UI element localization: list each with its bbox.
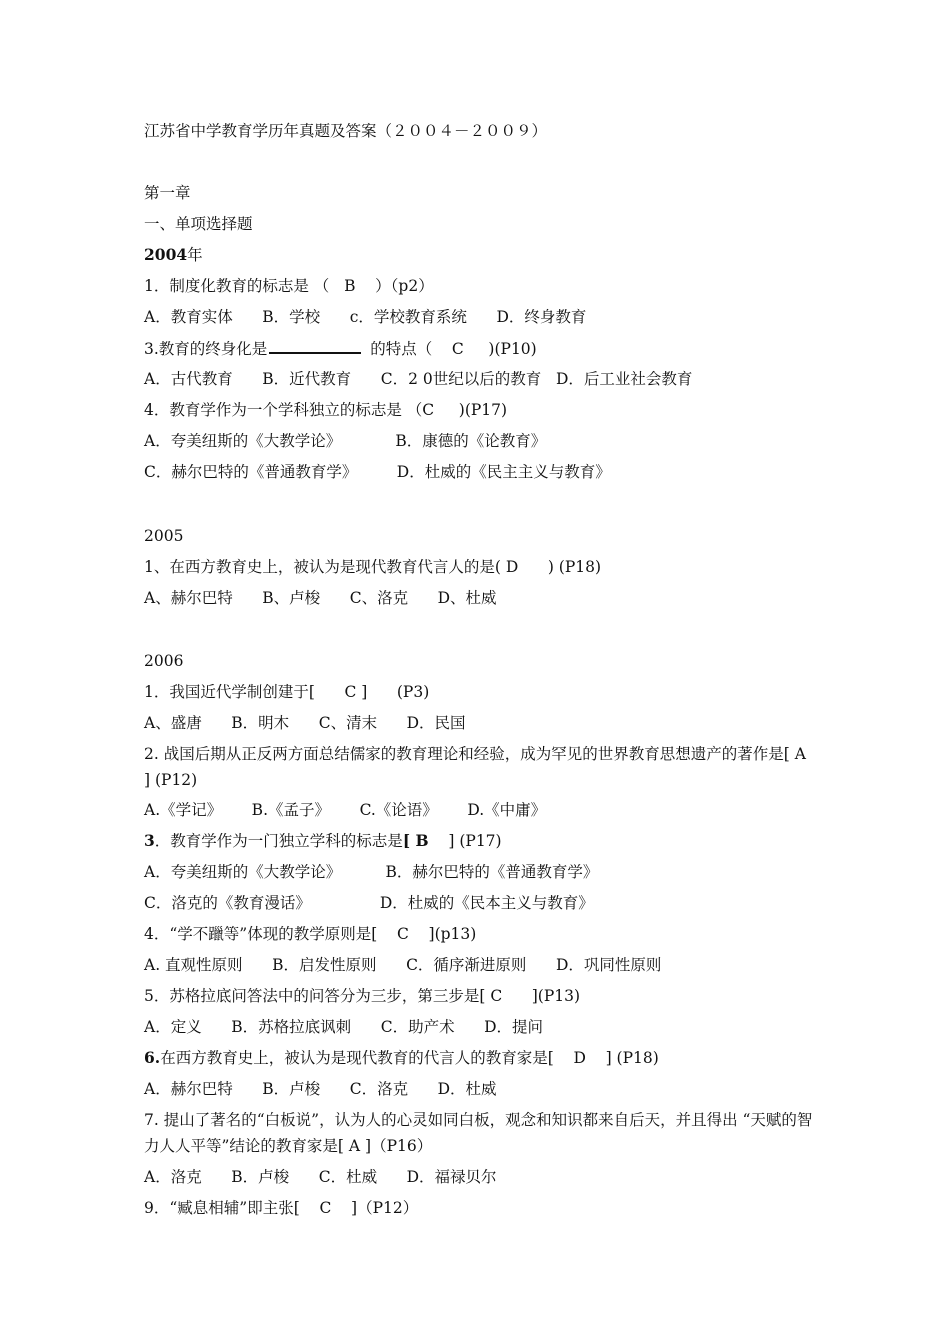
question-2006-9: 9．“臧息相辅”即主张[ C ]（P12） <box>144 1199 419 1217</box>
question-number: 6. <box>144 1048 161 1067</box>
question-text: 在西方教育史上，被认为是现代教育的代言人的教育家是[ D ] (P18) <box>160 1049 659 1067</box>
options-2006-5: A．定义 B．苏格拉底讽刺 C．助产术 D．提问 <box>144 1018 544 1036</box>
question-2006-1: 1．我国近代学制创建于[ C ] (P3) <box>144 683 430 701</box>
year-suffix: 年 <box>187 246 203 264</box>
document-title: 江苏省中学教育学历年真题及答案（２００４－２００９） <box>144 122 548 140</box>
year-heading-2005: 2005 <box>144 527 184 545</box>
question-2006-5: 5．苏格拉底问答法中的问答分为三步，第三步是[ C ](P13) <box>144 987 581 1005</box>
question-text: ．教育学作为一门独立学科的标志是 <box>154 832 403 850</box>
year-heading-2004 <box>144 245 910 265</box>
options-2006-3a: A．夸美纽斯的《大教学论》 B．赫尔巴特的《普通教育学》 <box>144 863 599 881</box>
options-2004-3: A．古代教育 B．近代教育 C．2 0世纪以后的教育 D．后工业社会教育 <box>144 370 693 388</box>
question-2006-4: 4．“学不躐等”体现的教学原则是[ C ](p13) <box>144 925 477 943</box>
question-text: ] (P17) <box>428 832 502 850</box>
options-2006-3b: C．洛克的《教育漫话》 D．杜威的《民本主义与教育》 <box>144 894 594 912</box>
question-2006-2: 2. 战国后期从正反两方面总结儒家的教育理论和经验，成为罕见的世界教育思想遗产的著作是[ A ] (P12) <box>144 745 806 789</box>
options-2006-4: A. 直观性原则 B．启发性原则 C．循序渐进原则 D．巩同性原则 <box>144 956 662 974</box>
question-2004-3 <box>144 338 910 359</box>
options-2004-4a: A．夸美纽斯的《大教学论》 B．康德的《论教育》 <box>144 432 547 450</box>
options-2006-2: A.《学记》 B.《孟子》 C.《论语》 D.《中庸》 <box>144 801 547 819</box>
answer-text: [ B <box>402 831 429 850</box>
year-heading-2006: 2006 <box>144 652 184 670</box>
question-text: 3.教育的终身化是 <box>144 340 268 358</box>
question-text: 的特点（ C )(P10) <box>365 340 537 358</box>
chapter-heading: 第一章 <box>144 184 191 202</box>
options-2006-6: A．赫尔巴特 B．卢梭 C．洛克 D．杜威 <box>144 1080 497 1098</box>
question-number: 3 <box>144 831 155 850</box>
options-2006-1: A、盛唐 B．明木 C、清末 D．民国 <box>144 714 466 732</box>
options-2006-7: A．洛克 B．卢梭 C．杜威 D．福禄贝尔 <box>144 1168 497 1186</box>
year-number: 2004 <box>144 245 188 264</box>
question-2004-1: 1．制度化教育的标志是 （ B ）（p2） <box>144 277 434 295</box>
question-2004-4: 4．教育学作为一个学科独立的标志是 （C )(P17) <box>144 401 508 419</box>
section-heading: 一、单项选择题 <box>144 215 253 233</box>
question-2006-3 <box>144 831 910 851</box>
options-2005-1: A、赫尔巴特 B、卢梭 C、洛克 D、杜威 <box>144 589 497 607</box>
fill-blank <box>269 338 361 354</box>
question-2005-1: 1、在西方教育史上，被认为是现代教育代言人的是( D ) (P18) <box>144 558 602 576</box>
question-2006-7: 7. 提山了著名的“白板说”，认为人的心灵如同白板，观念和知识都来自后天，并且得出 “天赋的智力人人平等”结论的教育家是[ A ]（P16） <box>144 1111 813 1155</box>
options-2004-1: A．教育实体 B．学校 c．学校教育系统 D．终身教育 <box>144 308 587 326</box>
options-2004-4b: C．赫尔巴特的《普通教育学》 D．杜威的《民主主义与教育》 <box>144 463 611 481</box>
question-2006-6 <box>144 1048 910 1068</box>
